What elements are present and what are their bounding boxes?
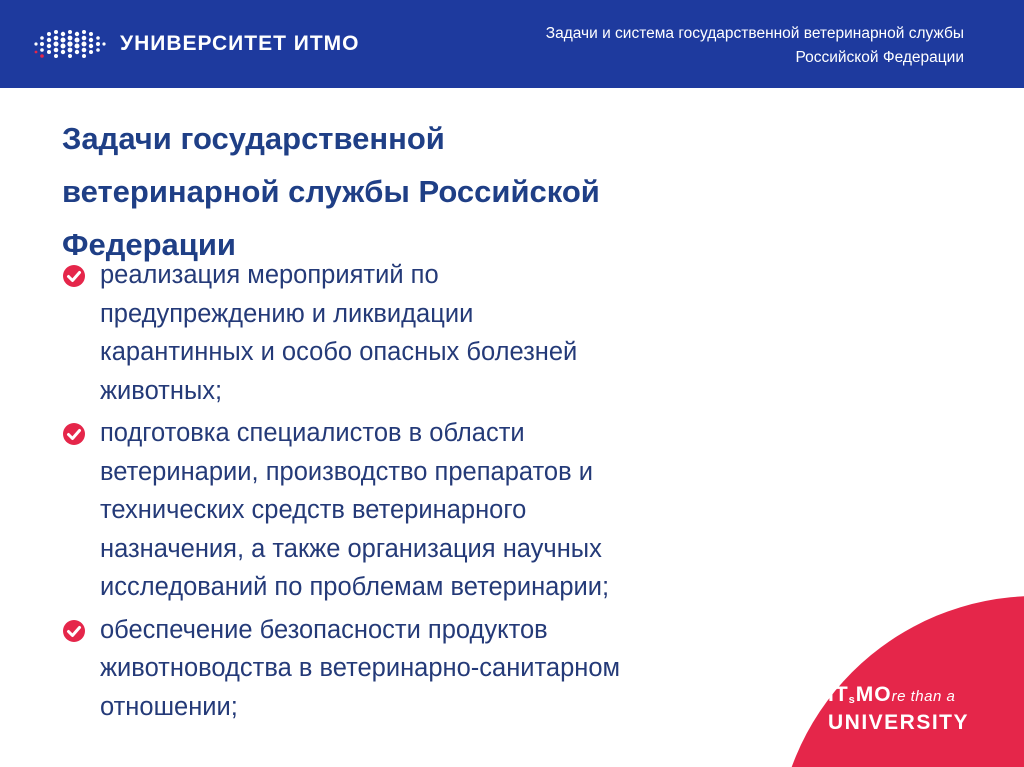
task-line: обеспечение безопасности продуктов (100, 615, 548, 644)
task-line: подготовка специалистов в области (100, 419, 525, 447)
brand-mo: MO (855, 683, 892, 706)
task-line: ветеринарии, производство препаратов и (100, 457, 593, 486)
task-list-item (62, 414, 782, 607)
task-line: реализация мероприятий по (100, 261, 439, 289)
task-text (100, 611, 620, 727)
task-line: предупреждению и ликвидации (100, 299, 474, 328)
task-text (100, 414, 609, 607)
brand-s: s (848, 694, 856, 706)
brand-university: UNIVERSITY (828, 711, 970, 734)
heading-line: Федерации (62, 227, 236, 262)
task-line: исследований по проблемам ветеринарии; (100, 573, 610, 601)
header-title-line: Российской Федерации (795, 49, 964, 66)
dot-grid-logo-icon (32, 26, 110, 62)
itmo-logo (32, 24, 359, 64)
header-title-line: Задачи и система государственной ветеринарной службы (545, 25, 964, 42)
brand-top-line (828, 682, 955, 713)
task-line: животных; (100, 376, 223, 405)
slide-heading (62, 112, 742, 271)
check-circle-icon (62, 264, 86, 288)
brand-tagline: re than a (891, 688, 956, 705)
task-list-item (62, 256, 782, 410)
task-text (100, 256, 577, 410)
task-list (62, 256, 782, 730)
task-line: карантинных и особо опасных болезней (100, 338, 578, 366)
task-line: отношении; (100, 692, 238, 721)
task-line: технических средств ветеринарного (100, 496, 527, 524)
heading-line: ветеринарной службы Российской (62, 174, 600, 209)
check-circle-icon (62, 422, 86, 446)
task-list-item (62, 611, 782, 727)
header-band (0, 0, 1024, 88)
brand-it: IT (828, 683, 849, 706)
header-title (444, 22, 964, 70)
itmo-brand-mark (828, 682, 1008, 742)
logo-text: УНИВЕРСИТЕТ ИТМО (120, 32, 360, 55)
task-line: назначения, а также организация научных (100, 534, 602, 563)
task-line: животноводства в ветеринарно-санитарном (100, 654, 621, 682)
heading-line: Задачи государственной (62, 121, 445, 156)
check-circle-icon (62, 619, 86, 643)
